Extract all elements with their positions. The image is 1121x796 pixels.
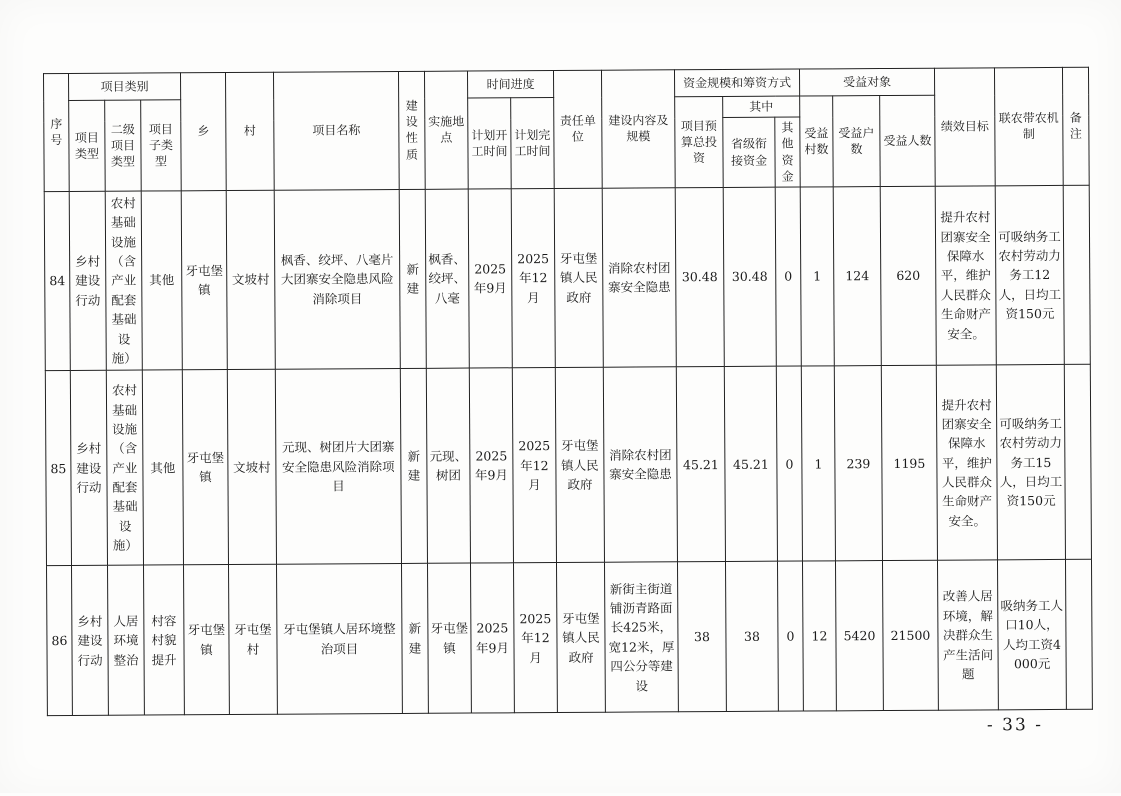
cell-people: 21500 xyxy=(883,561,939,711)
cell-total: 30.48 xyxy=(675,187,724,367)
cell-sub-type: 其他 xyxy=(142,370,183,565)
header-total: 项目预算总投资 xyxy=(675,97,724,188)
header-sub-type: 项目子类型 xyxy=(141,100,182,191)
header-nature: 建设性质 xyxy=(398,71,425,189)
cell-location: 枫香、绞坪、八毫 xyxy=(425,189,469,369)
cell-seq: 85 xyxy=(45,371,71,566)
header-remarks: 备注 xyxy=(1062,67,1089,185)
header-location: 实施地点 xyxy=(424,71,468,189)
cell-mechanism: 吸纳务工人口10人，人均工资4000元 xyxy=(998,560,1067,710)
cell-secondary-type: 农村基础设施（含产业配套基础设施） xyxy=(105,191,142,371)
header-category: 项目类别 xyxy=(68,73,180,101)
cell-seq: 84 xyxy=(44,191,70,371)
cell-people: 1195 xyxy=(881,366,937,561)
header-beneficiaries: 受益对象 xyxy=(799,68,934,96)
header-project-name: 项目名称 xyxy=(273,71,399,190)
header-mechanism: 联农带农机制 xyxy=(994,67,1063,185)
cell-remarks xyxy=(1066,560,1093,710)
cell-start: 2025年9月 xyxy=(469,368,513,563)
header-seq: 序号 xyxy=(43,73,69,191)
cell-sub-type: 村容村貌提升 xyxy=(144,565,185,715)
header-end: 计划完工时间 xyxy=(511,98,555,189)
cell-project-name: 牙屯堡镇人居环境整治项目 xyxy=(276,564,402,715)
cell-content: 消除农村团寨安全隐患 xyxy=(602,188,676,368)
header-secondary-type: 二级项目类型 xyxy=(105,100,142,191)
cell-other: 0 xyxy=(776,366,802,561)
project-table xyxy=(43,67,1093,717)
cell-secondary-type: 农村基础设施（含产业配套基础设施） xyxy=(106,370,143,565)
header-funds: 资金规模和筹资方式 xyxy=(675,69,800,97)
header-start: 计划开工时间 xyxy=(468,98,512,189)
cell-content: 消除农村团寨安全隐患 xyxy=(603,367,677,562)
cell-nature: 新建 xyxy=(400,369,427,564)
table-body xyxy=(44,185,1092,716)
cell-mechanism: 可吸纳务工农村劳动力务工15人，日均工资150元 xyxy=(996,365,1065,560)
cell-content: 新街主街道铺沥青路面长425米，宽12米，厚四公分等建设 xyxy=(605,562,679,712)
cell-performance: 提升农村团寨安全保障水平，维护人民群众生命财产安全。 xyxy=(935,186,996,366)
cell-start: 2025年9月 xyxy=(470,563,514,713)
header-households: 受益户数 xyxy=(833,96,881,187)
cell-project-type: 乡村建设行动 xyxy=(69,191,106,371)
cell-villages: 1 xyxy=(800,187,834,367)
cell-start: 2025年9月 xyxy=(468,189,512,369)
cell-villages: 12 xyxy=(803,561,837,711)
cell-nature: 新建 xyxy=(399,189,426,369)
header-other: 其他资金 xyxy=(775,117,800,187)
cell-villages: 1 xyxy=(801,366,835,561)
cell-households: 239 xyxy=(834,366,882,561)
header-performance: 绩效目标 xyxy=(934,68,995,186)
cell-village: 文坡村 xyxy=(226,190,275,370)
header-village: 村 xyxy=(225,72,274,190)
cell-end: 2025年12月 xyxy=(513,563,557,713)
cell-project-name: 元现、树团片大团寨安全隐患风险消除项目 xyxy=(275,369,401,565)
cell-remarks xyxy=(1064,365,1091,560)
cell-township: 牙屯堡镇 xyxy=(181,190,227,370)
cell-households: 124 xyxy=(833,186,881,366)
cell-responsible: 牙屯堡镇人民政府 xyxy=(555,368,604,563)
table-row xyxy=(47,560,1093,716)
cell-provincial: 38 xyxy=(726,561,779,711)
cell-end: 2025年12月 xyxy=(512,368,556,563)
cell-performance: 提升农村团寨安全保障水平，维护人民群众生命财产安全。 xyxy=(936,365,997,560)
cell-project-name: 枫香、绞坪、八毫片大团寨安全隐患风险消除项目 xyxy=(274,189,400,369)
header-schedule: 时间进度 xyxy=(467,71,553,99)
header-project-type: 项目类型 xyxy=(69,100,106,191)
cell-village: 牙屯堡村 xyxy=(229,565,278,715)
cell-project-type: 乡村建设行动 xyxy=(72,566,109,716)
cell-project-type: 乡村建设行动 xyxy=(70,371,107,566)
cell-seq: 86 xyxy=(47,566,73,716)
page-number: - 33 - xyxy=(986,715,1043,736)
cell-nature: 新建 xyxy=(401,564,428,714)
cell-total: 38 xyxy=(678,562,727,712)
cell-sub-type: 其他 xyxy=(141,191,182,371)
cell-provincial: 45.21 xyxy=(724,366,777,561)
cell-total: 45.21 xyxy=(676,367,725,562)
cell-village: 文坡村 xyxy=(227,370,276,565)
cell-township: 牙屯堡镇 xyxy=(184,565,230,715)
cell-end: 2025年12月 xyxy=(511,188,555,368)
header-content: 建设内容及规模 xyxy=(602,70,676,188)
cell-township: 牙屯堡镇 xyxy=(182,370,228,565)
cell-provincial: 30.48 xyxy=(723,187,776,367)
cell-responsible: 牙屯堡镇人民政府 xyxy=(557,563,606,713)
cell-remarks xyxy=(1063,185,1090,365)
cell-responsible: 牙屯堡镇人民政府 xyxy=(554,188,603,368)
cell-performance: 改善人居环境，解决群众生产生活问题 xyxy=(938,560,999,710)
header-provincial: 省级衔接资金 xyxy=(723,117,775,187)
cell-other: 0 xyxy=(778,561,804,711)
cell-people: 620 xyxy=(880,186,936,366)
table-row xyxy=(44,185,1090,371)
header-township: 乡 xyxy=(180,73,226,191)
table-header xyxy=(43,67,1089,191)
cell-location: 元现、树团 xyxy=(426,368,470,563)
header-responsible: 责任单位 xyxy=(554,70,603,188)
header-of-which: 其中 xyxy=(723,96,800,118)
cell-secondary-type: 人居环境整治 xyxy=(108,565,145,715)
cell-households: 5420 xyxy=(836,561,884,711)
cell-mechanism: 可吸纳务工农村劳动力务工12人，日均工资150元 xyxy=(995,185,1064,365)
table-row xyxy=(45,365,1091,566)
cell-other: 0 xyxy=(775,187,801,367)
cell-location: 牙屯堡镇 xyxy=(427,563,471,713)
header-people: 受益人数 xyxy=(880,95,936,186)
header-villages: 受益村数 xyxy=(800,96,834,187)
